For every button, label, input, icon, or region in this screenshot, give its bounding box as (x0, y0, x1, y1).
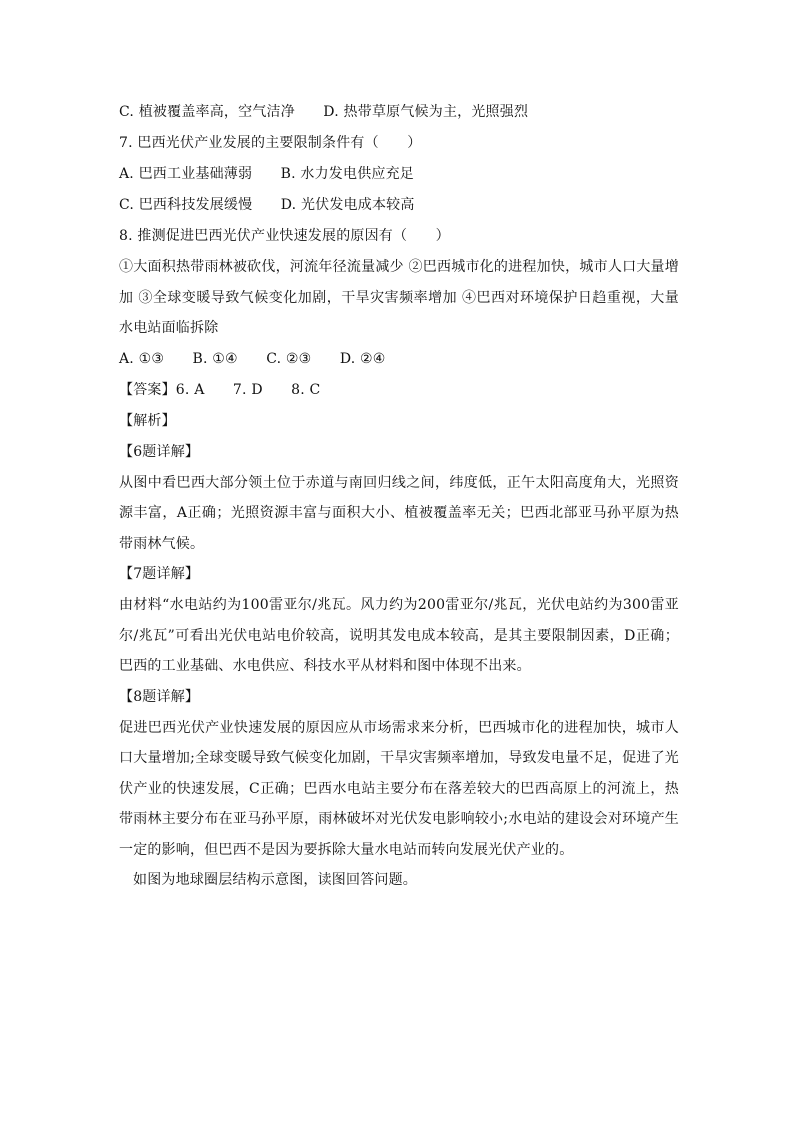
q8-detail-text: 促进巴西光伏产业快速发展的原因应从市场需求来分析，巴西城市化的进程加快，城市人口大量增加;全球变暖导致气候变化加剧，干旱灾害频率增加，导致发电量不足，促进了光伏产业的快速发展，C正确；巴西水电站主要分布在落差较大的巴西高原上的河流上，热带雨林主要分布在亚马孙平原，雨林破坏对光伏发电影响较小;水电站的建设会对环境产生一定的影响，但巴西不是因为要拆除大量水电站而转向发展光伏产业的。 (119, 719, 679, 858)
q6-options-cd: C. 植被覆盖率高，空气洁净 D. 热带草原气候为主，光照强烈 (119, 104, 529, 120)
q8-detail-header: 【8题详解】 (119, 688, 200, 705)
q7-stem: 7. 巴西光伏产业发展的主要限制条件有（ ） (119, 135, 422, 151)
q8-stem: 8. 推测促进巴西光伏产业快速发展的原因有（ ） (119, 228, 450, 244)
q8-options: A. ①③ B. ①④ C. ②③ D. ②④ (119, 350, 386, 367)
q6-detail-header: 【6题详解】 (119, 443, 200, 460)
q7-options-cd: C. 巴西科技发展缓慢 D. 光伏发电成本较高 (119, 197, 415, 213)
q7-detail-header: 【7题详解】 (119, 566, 200, 582)
next-question-intro: 如图为地球圈层结构示意图，读图回答问题。 (133, 872, 417, 888)
q6-detail-text: 从图中看巴西大部分领土位于赤道与南回归线之间，纬度低，正午太阳高度角大，光照资源丰富，A正确；光照资源丰富与面积大小、植被覆盖率无关；巴西北部亚马孙平原为热带雨林气候。 (119, 474, 679, 552)
document-page (119, 97, 679, 896)
q7-detail-text: 由材料“水电站约为100雷亚尔/兆瓦。风力约为200雷亚尔/兆瓦，光伏电站约为300雷亚尔/兆瓦”可看出光伏电站电价较高，说明其发电成本较高，是其主要限制因素，D正确；巴西的工业基础、水电供应、科技水平从材料和图中体现不出来。 (119, 597, 679, 674)
analysis-header: 【解析】 (119, 412, 176, 429)
q7-options-ab: A. 巴西工业基础薄弱 B. 水力发电供应充足 (119, 166, 414, 182)
q8-statements: ①大面积热带雨林被砍伐，河流年径流量减少 ②巴西城市化的进程加快，城市人口大量增加 ③全球变暖导致气候变化加剧，干旱灾害频率增加 ④巴西对环境保护日趋重视，大量水电站面临拆除 (119, 259, 679, 336)
answer-line: 【答案】6. A 7. D 8. C (119, 381, 321, 398)
